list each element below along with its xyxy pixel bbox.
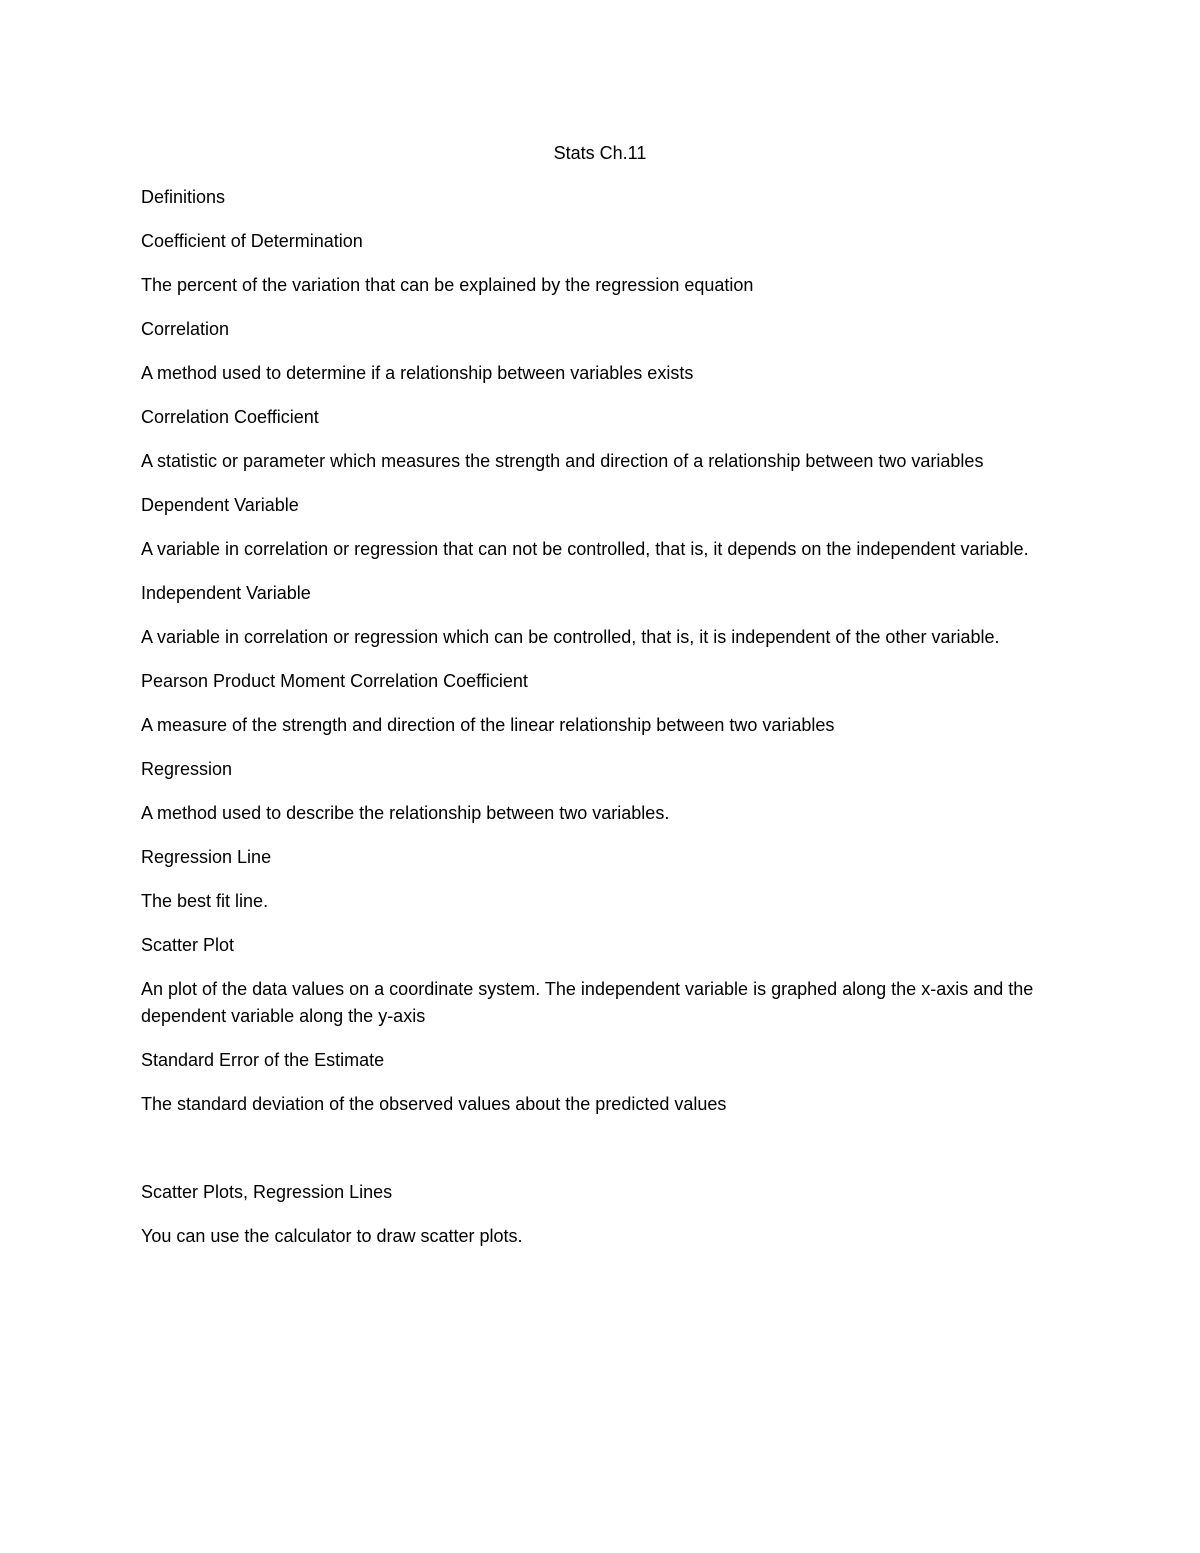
section-text: You can use the calculator to draw scatter plots. — [141, 1226, 523, 1246]
definition-term: Correlation — [141, 319, 230, 339]
definition-text: The best fit line. — [141, 891, 269, 911]
definition-term: Coefficient of Determination — [141, 231, 363, 251]
definition-term: Regression — [141, 759, 233, 779]
blank-line — [141, 1135, 1061, 1179]
definition-term: Pearson Product Moment Correlation Coefficient — [141, 671, 528, 691]
definition-text: A measure of the strength and direction of the linear relationship between two variables — [141, 715, 835, 735]
definition-term: Dependent Variable — [141, 495, 299, 515]
section-heading-definitions: Definitions — [141, 187, 226, 207]
definition-text: The standard deviation of the observed values about the predicted values — [141, 1094, 727, 1114]
definition-term: Regression Line — [141, 847, 272, 867]
definition-term: Standard Error of the Estimate — [141, 1050, 385, 1070]
document-content — [141, 140, 1061, 1267]
definition-term: Correlation Coefficient — [141, 407, 319, 427]
definition-text: A method used to describe the relationship between two variables. — [141, 803, 670, 823]
definition-text: A variable in correlation or regression that can not be controlled, that is, it depends on the independent variable. — [141, 539, 1029, 559]
definition-term: Scatter Plot — [141, 935, 235, 955]
definition-text: An plot of the data values on a coordinate system. The independent variable is graphed along the x-axis and the dependent variable along the y-axis — [141, 979, 1034, 1026]
page-title: Stats Ch.11 — [553, 143, 647, 163]
definition-text: A variable in correlation or regression which can be controlled, that is, it is independent of the other variable. — [141, 627, 1000, 647]
definition-term: Independent Variable — [141, 583, 311, 603]
definition-text: The percent of the variation that can be explained by the regression equation — [141, 275, 754, 295]
definition-text: A method used to determine if a relationship between variables exists — [141, 363, 694, 383]
definition-text: A statistic or parameter which measures the strength and direction of a relationship between two variables — [141, 451, 984, 471]
section-heading-scatter-plots: Scatter Plots, Regression Lines — [141, 1182, 393, 1202]
